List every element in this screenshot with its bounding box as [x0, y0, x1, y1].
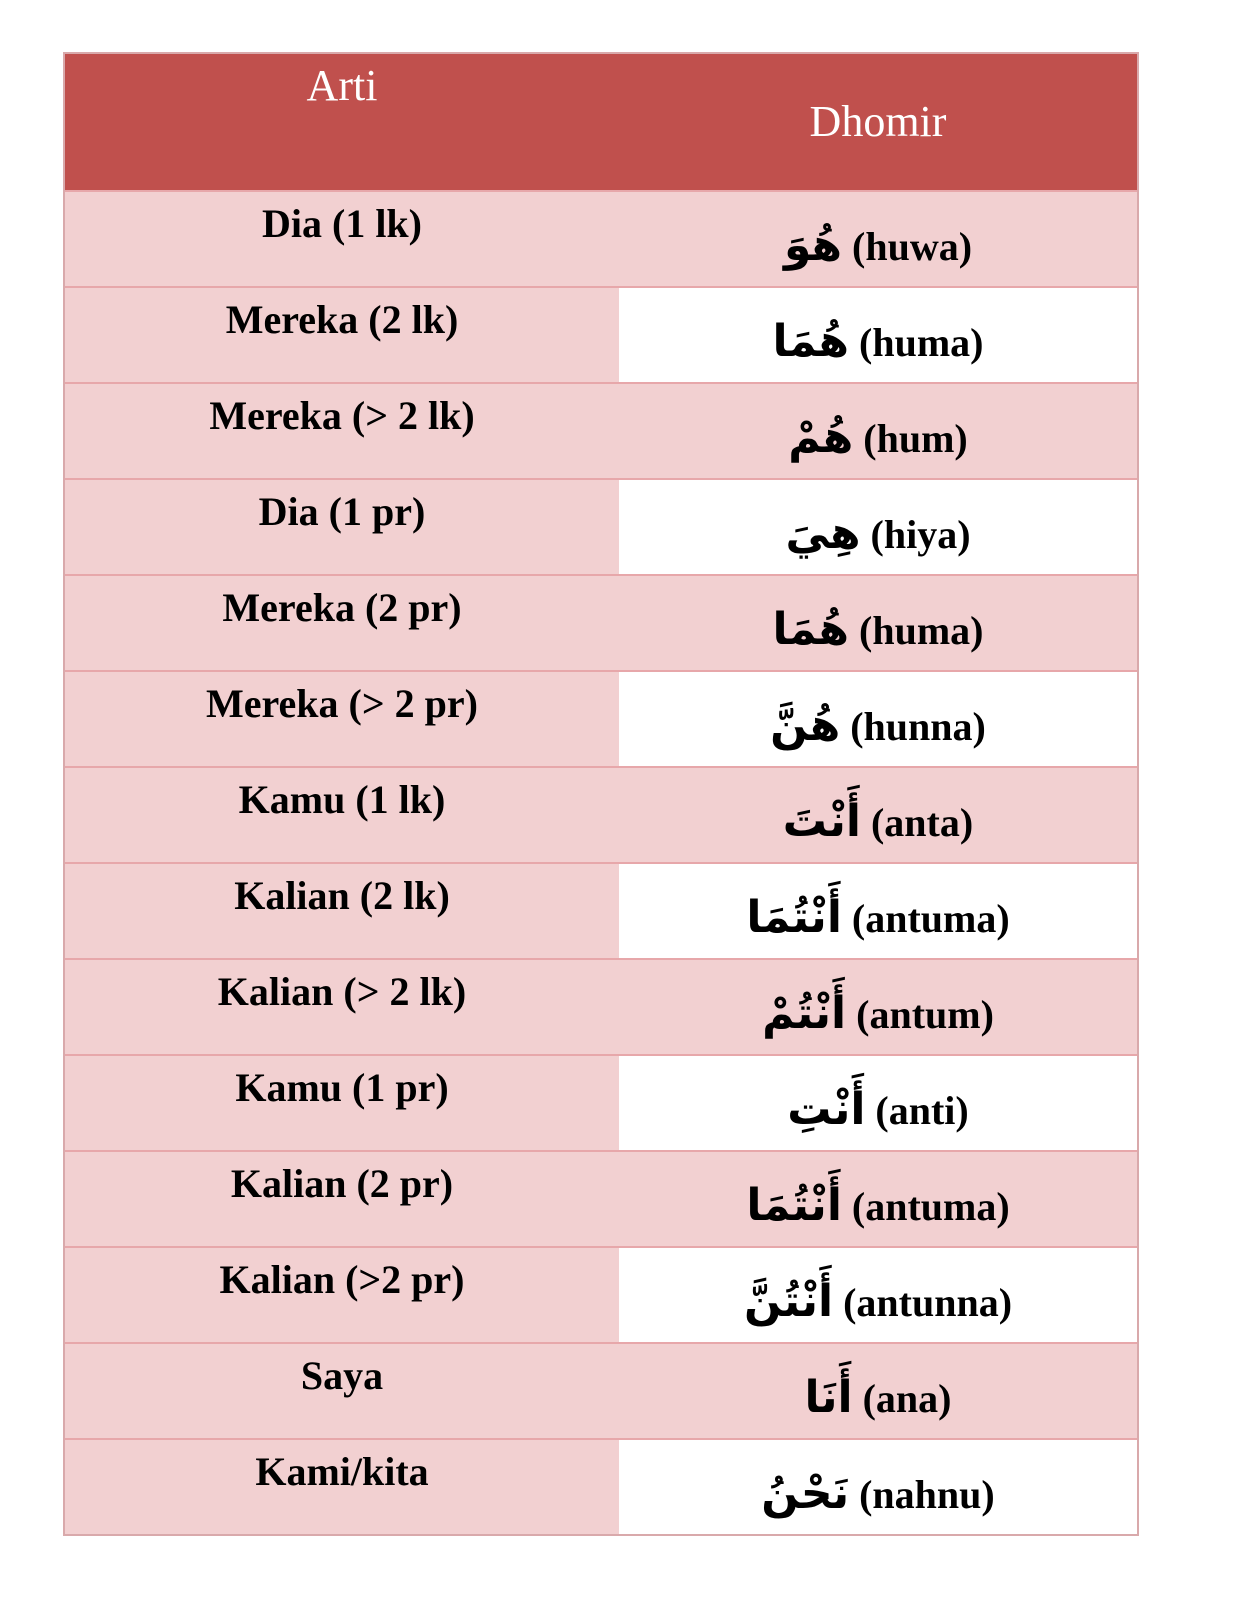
arabic-pronoun: أَنْتَ: [782, 796, 861, 847]
latin-transliteration: (antum): [856, 992, 994, 1037]
latin-transliteration: (hiya): [870, 512, 971, 557]
arti-cell: [65, 1440, 619, 1534]
table-row: [65, 286, 1137, 382]
table-row: [65, 190, 1137, 286]
latin-transliteration: (antuma): [851, 1184, 1010, 1229]
arti-cell: [65, 384, 619, 478]
dhomir-cell: [619, 1248, 1137, 1342]
arabic-pronoun: هُوَ: [783, 220, 843, 271]
dhomir-cell: [619, 384, 1137, 478]
table-row: [65, 1438, 1137, 1534]
arabic-pronoun: هِيَ: [785, 508, 861, 559]
arabic-pronoun: أَنْتُمَا: [746, 1180, 842, 1231]
arti-text: Kalian (>2 pr): [219, 1257, 465, 1302]
dhomir-cell: [619, 864, 1137, 958]
arti-text: Kalian (2 lk): [234, 873, 450, 918]
header-dhomir-label: Dhomir: [809, 97, 947, 146]
table-row: [65, 478, 1137, 574]
arti-cell: [65, 960, 619, 1054]
dhomir-table: [63, 52, 1139, 1536]
arti-text: Mereka (> 2 pr): [206, 681, 478, 726]
table-row: [65, 1342, 1137, 1438]
dhomir-cell: [619, 576, 1137, 670]
latin-transliteration: (hum): [863, 416, 968, 461]
arabic-pronoun: نَحْنُ: [761, 1468, 850, 1519]
dhomir-cell: [619, 1440, 1137, 1534]
table-row: [65, 1054, 1137, 1150]
latin-transliteration: (nahnu): [859, 1472, 995, 1517]
dhomir-cell: [619, 288, 1137, 382]
arti-cell: [65, 672, 619, 766]
dhomir-cell: [619, 480, 1137, 574]
arti-cell: [65, 192, 619, 286]
arti-text: Kalian (> 2 lk): [217, 969, 467, 1014]
dhomir-cell: [619, 768, 1137, 862]
arti-text: Mereka (2 lk): [225, 297, 459, 342]
latin-transliteration: (huma): [859, 320, 984, 365]
dhomir-cell: [619, 1344, 1137, 1438]
arti-text: Kamu (1 pr): [235, 1065, 449, 1110]
arti-cell: [65, 480, 619, 574]
table-row: [65, 382, 1137, 478]
table-row: [65, 958, 1137, 1054]
dhomir-cell: [619, 192, 1137, 286]
arti-text: Kamu (1 lk): [238, 777, 446, 822]
arti-cell: [65, 1056, 619, 1150]
arabic-pronoun: أَنَا: [804, 1372, 853, 1423]
arabic-pronoun: أَنْتُنَّ: [743, 1276, 834, 1327]
latin-transliteration: (antuma): [851, 896, 1010, 941]
arti-text: Dia (1 pr): [258, 489, 426, 534]
arti-cell: [65, 864, 619, 958]
arti-text: Mereka (2 pr): [222, 585, 462, 630]
latin-transliteration: (huma): [859, 608, 984, 653]
arti-text: Kalian (2 pr): [230, 1161, 454, 1206]
arabic-pronoun: هُمْ: [788, 412, 854, 463]
latin-transliteration: (anti): [875, 1088, 969, 1133]
latin-transliteration: (antunna): [843, 1280, 1013, 1325]
arti-cell: [65, 288, 619, 382]
dhomir-cell: [619, 1152, 1137, 1246]
arti-text: Dia (1 lk): [262, 201, 422, 246]
table-row: [65, 574, 1137, 670]
header-arti-label: Arti: [306, 61, 378, 110]
arti-cell: [65, 1344, 619, 1438]
dhomir-cell: [619, 1056, 1137, 1150]
arabic-pronoun: أَنْتُمَا: [746, 892, 842, 943]
arti-cell: [65, 1248, 619, 1342]
latin-transliteration: (huwa): [852, 224, 973, 269]
table-row: [65, 1150, 1137, 1246]
arti-text: Mereka (> 2 lk): [209, 393, 475, 438]
table-row: [65, 1246, 1137, 1342]
table-header: [65, 54, 1137, 190]
dhomir-cell: [619, 960, 1137, 1054]
dhomir-cell: [619, 672, 1137, 766]
arti-cell: [65, 576, 619, 670]
arabic-pronoun: هُمَا: [772, 316, 850, 367]
arabic-pronoun: أَنْتِ: [787, 1084, 866, 1135]
arabic-pronoun: هُمَا: [772, 604, 850, 655]
latin-transliteration: (ana): [862, 1376, 952, 1421]
latin-transliteration: (hunna): [850, 704, 986, 749]
arabic-pronoun: هُنَّ: [770, 700, 841, 751]
arti-text: Saya: [300, 1353, 384, 1398]
latin-transliteration: (anta): [870, 800, 974, 845]
arti-cell: [65, 1152, 619, 1246]
arti-text: Kami/kita: [255, 1449, 429, 1494]
table-row: [65, 766, 1137, 862]
table-row: [65, 862, 1137, 958]
table-row: [65, 670, 1137, 766]
header-dhomir-cell: [619, 54, 1137, 190]
header-arti-cell: [65, 54, 619, 190]
arti-cell: [65, 768, 619, 862]
arabic-pronoun: أَنْتُمْ: [762, 988, 847, 1039]
